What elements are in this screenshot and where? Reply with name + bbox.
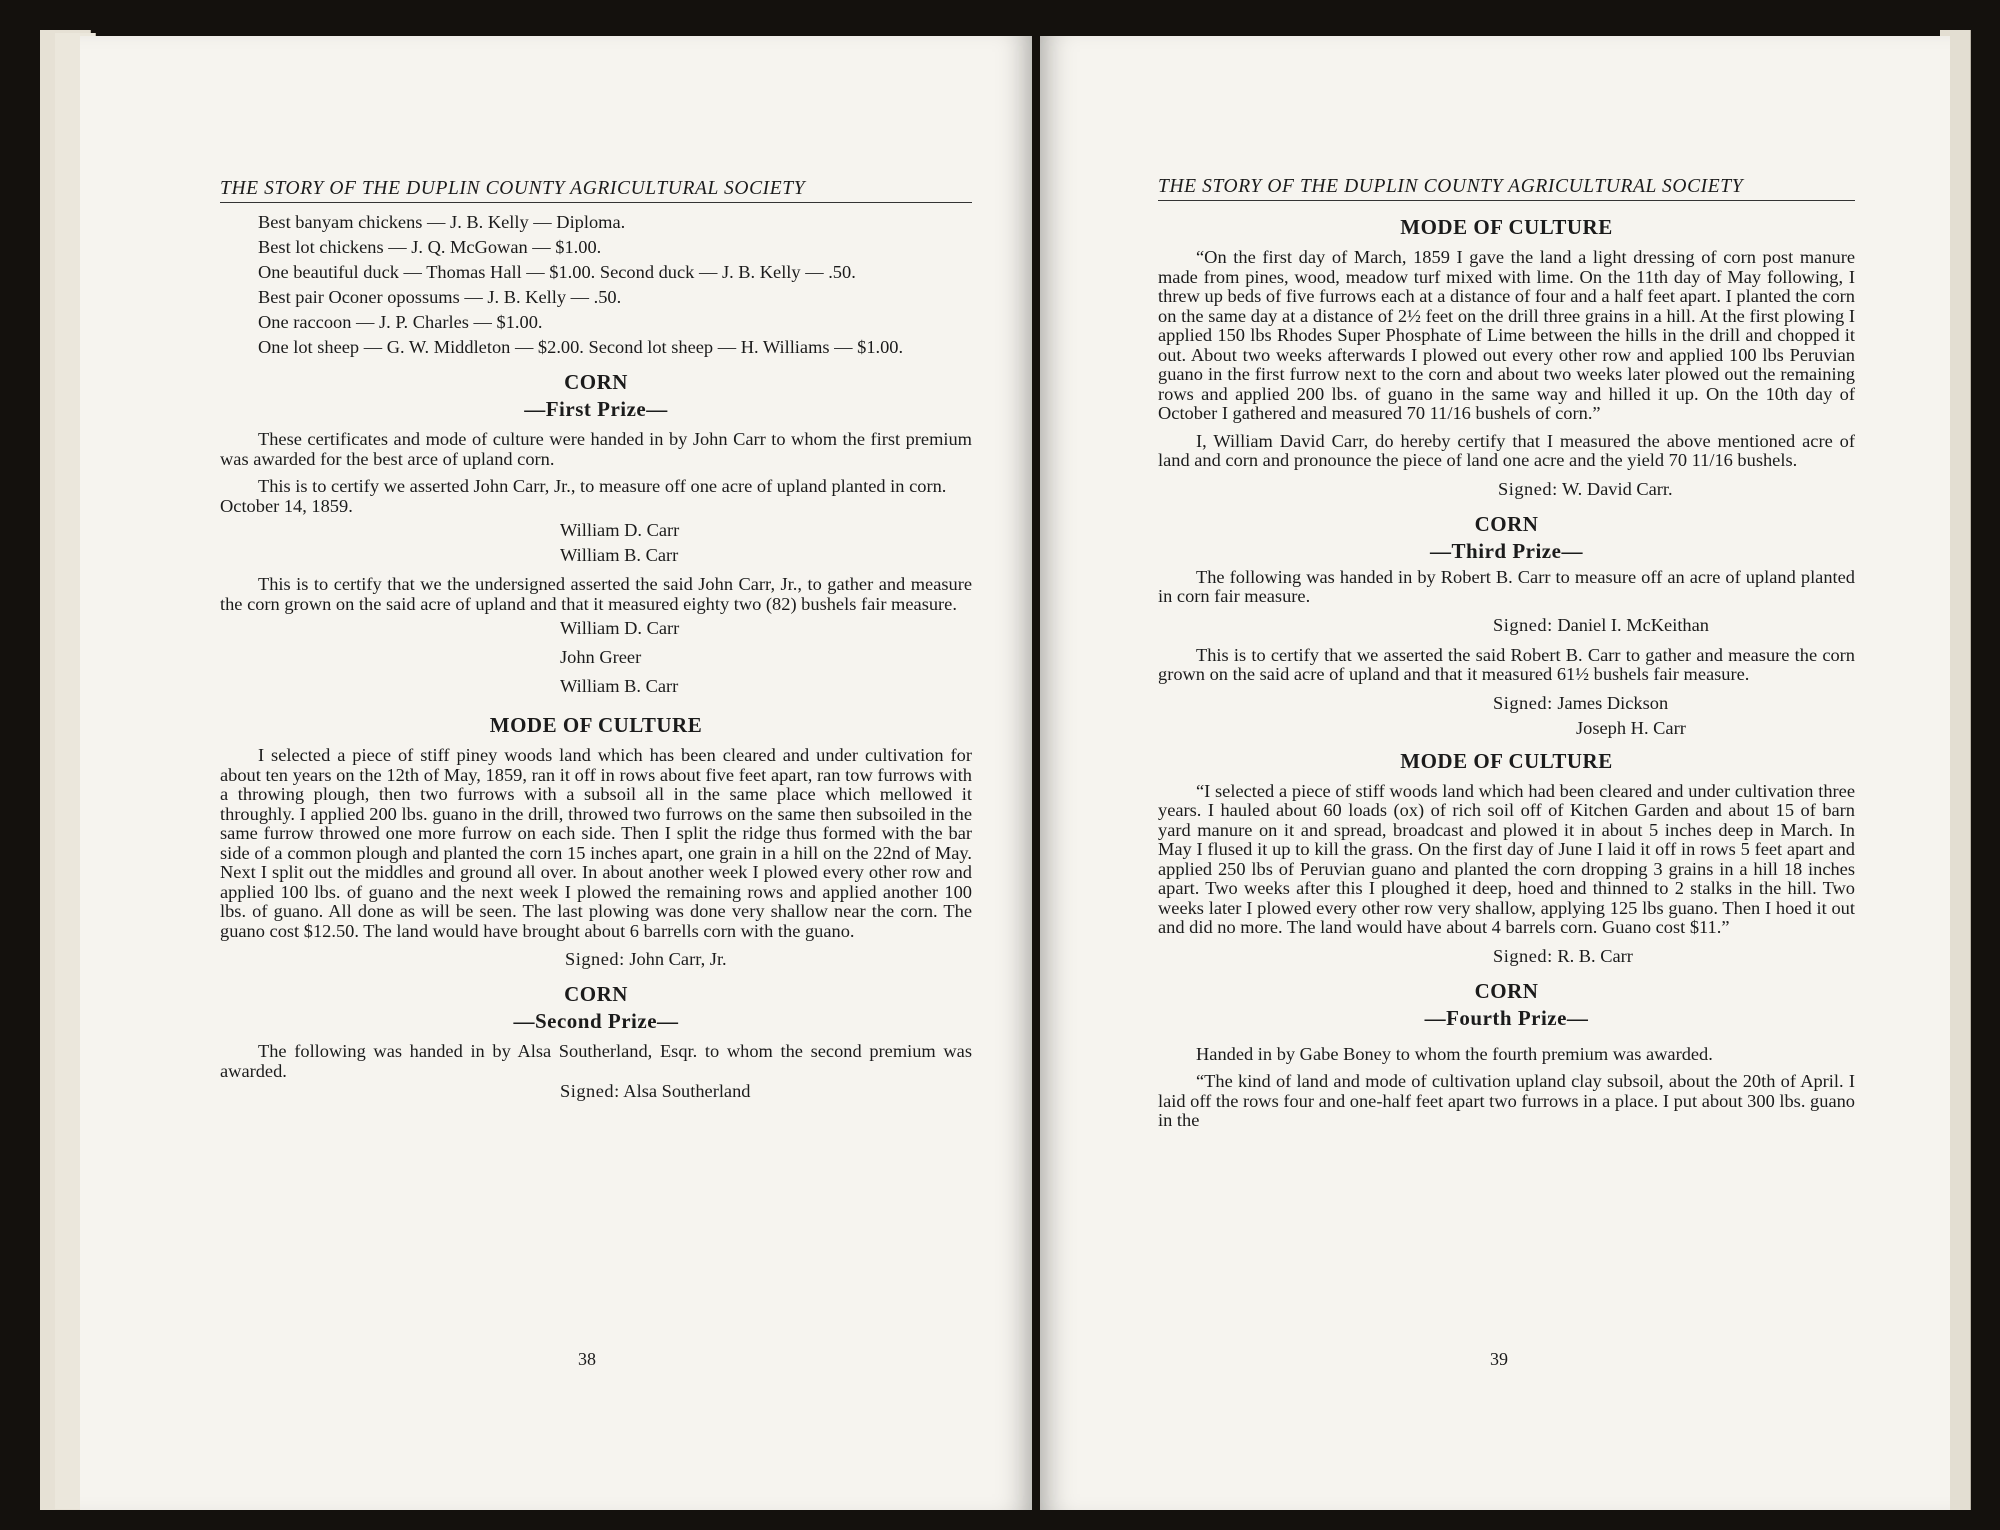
paragraph: These certificates and mode of culture were handed in by John Carr to whom the first premium was awarded for the best arce of upland corn. <box>220 429 972 469</box>
right-page <box>1040 36 1950 1510</box>
signature: Joseph H. Carr <box>1576 717 1686 738</box>
paragraph: The following was handed in by Robert B. Carr to measure off an acre of upland planted in corn fair measure. <box>1158 566 1855 606</box>
paragraph: Handed in by Gabe Boney to whom the fourth premium was awarded. <box>1196 1043 1713 1064</box>
paragraph: I, William David Carr, do hereby certify that I measured the above mentioned acre of land and corn and pronounce the piece of land one acre and the yield 70 11/16 bushels. <box>1158 430 1855 470</box>
signed-line: Signed: R. B. Carr <box>1493 945 1633 966</box>
signed-line: Signed: Alsa Southerland <box>560 1081 751 1101</box>
paragraph: This is to certify that we asserted the said Robert B. Carr to gather and measure the corn grown on the said acre of upland and that it measured 61½ bushels fair measure. <box>1158 644 1855 684</box>
paragraph: The following was handed in by Alsa Southerland, Esqr. to whom the second premium was awarded. <box>220 1041 972 1081</box>
paragraph: This is to certify that we the undersigned asserted the said John Carr, Jr., to gather and measure the corn grown on the said acre of upland and that it measured eighty two (82) bushels fair measure. <box>220 574 972 614</box>
section-heading: CORN <box>564 370 628 394</box>
paragraph: I selected a piece of stiff piney woods land which has been cleared and under cultivation for about ten years on the 12th of May, 1859, ran it off in rows about five feet apart, ran tow furrows with a throwing plough, then two furrows with a subsoil all in the same place which mellowed it throughly. I applied 200 lbs. guano in the drill, throwed two furrows on the same then subsoiled in the same furrow throwed one more furrow on each side. Then I split the ridge thus formed with the bar side of a common plough and planted the corn 15 inches apart, one grain in a hill on the 22nd of May. Next I split out the middles and ground all over. In about another week I plowed every other row and applied 100 lbs. of guano and the next week I plowed the remaining rows and applied another 100 lbs. of guano. All done as will be seen. The last plowing was done very shallow near the corn. The guano cost $12.50. The land would have brought about 6 barrells corn with the guano. <box>220 745 972 941</box>
prize-heading: —Second Prize— <box>513 1009 679 1033</box>
awards-list <box>220 211 972 358</box>
paragraph: “I selected a piece of stiff woods land which had been cleared and under cultivation three years. I hauled about 60 loads (ox) of rich soil off of Kitchen Garden and about 15 of barn yard manure on it and spread, broadcast and plowed it in about 5 inches deep in March. In May I flused it up to kill the grass. On the first day of June I laid it off in rows 5 feet apart and applied 250 lbs of Peruvian guano and planted the corn dropping 3 grains in a hill 18 inches apart. Two weeks after this I ploughed it deep, hoed and thinned to 2 stalks in the hill. Two weeks later I plowed every other row very shallow, applying 125 lbs guano. Then I hoed it out and did no more. The land would have about 4 barrels corn. Guano cost $11.” <box>1158 780 1855 937</box>
page-number: 39 <box>1490 1349 1508 1369</box>
running-head: THE STORY OF THE DUPLIN COUNTY AGRICULTURAL SOCIETY <box>1158 176 1855 201</box>
section-heading: MODE OF CULTURE <box>489 713 703 737</box>
signed-line: Signed: James Dickson <box>1493 692 1669 713</box>
prize-heading: —Fourth Prize— <box>1424 1005 1589 1030</box>
signature: John Greer <box>560 647 642 667</box>
section-heading: CORN <box>564 982 628 1006</box>
section-heading: MODE OF CULTURE <box>1400 215 1613 239</box>
section-heading: CORN <box>1474 978 1539 1003</box>
award-line: Best pair Oconer opossums — J. B. Kelly — .50. <box>258 287 622 307</box>
left-page <box>80 36 1032 1510</box>
award-line: Best banyam chickens — J. B. Kelly — Diploma. <box>258 212 626 232</box>
paragraph: “The kind of land and mode of cultivation upland clay subsoil, about the 20th of April. I laid off the rows four and one-half feet apart two furrows in a place. I put about 300 lbs. guano in the <box>1158 1071 1855 1130</box>
signature: William B. Carr <box>560 545 679 565</box>
signed-line: Signed: Daniel I. McKeithan <box>1493 614 1709 635</box>
paragraph: “On the first day of March, 1859 I gave the land a light dressing of corn post manure made from pines, wood, meadow turf mixed with lime. On the 11th day of May following, I threw up beds of five furrows each at a distance of four and a half feet apart. I planted the corn on the same day at a distance of 2½ feet on the drill three grains in a hill. At the first plowing I applied 150 lbs Rhodes Super Phosphate of Lime between the hills in the drill and chopped it out. About two weeks afterwards I plowed out every other row and applied 100 lbs Peruvian guano in the first furrow next to the corn and about two weeks later plowed out the remaining rows and applied 200 lbs. of guano in the same way and hilled it up. On the 10th day of October I gathered and measured 70 11/16 bushels of corn.” <box>1158 247 1855 423</box>
prize-heading: —First Prize— <box>524 397 668 421</box>
running-head: THE STORY OF THE DUPLIN COUNTY AGRICULTURAL SOCIETY <box>220 178 972 203</box>
signature: William D. Carr <box>560 520 680 540</box>
prize-heading: —Third Prize— <box>1430 538 1583 563</box>
signed-line: Signed: John Carr, Jr. <box>565 949 727 969</box>
section-heading: CORN <box>1474 511 1539 536</box>
award-line: One beautiful duck — Thomas Hall — $1.00. Second duck — J. B. Kelly — .50. <box>258 262 856 282</box>
signed-line: Signed: W. David Carr. <box>1498 478 1673 499</box>
award-line: One raccoon — J. P. Charles — $1.00. <box>258 312 543 332</box>
award-line: Best lot chickens — J. Q. McGowan — $1.00. <box>258 237 602 257</box>
signature: William B. Carr <box>560 676 679 696</box>
signature: William D. Carr <box>560 618 680 638</box>
paragraph: This is to certify we asserted John Carr, Jr., to measure off one acre of upland planted in corn. <box>258 476 947 496</box>
date-line: October 14, 1859. <box>220 495 353 516</box>
page-number: 38 <box>578 1349 596 1369</box>
section-heading: MODE OF CULTURE <box>1400 748 1613 773</box>
award-line: One lot sheep — G. W. Middleton — $2.00. Second lot sheep — H. Williams — $1.00. <box>258 337 904 357</box>
